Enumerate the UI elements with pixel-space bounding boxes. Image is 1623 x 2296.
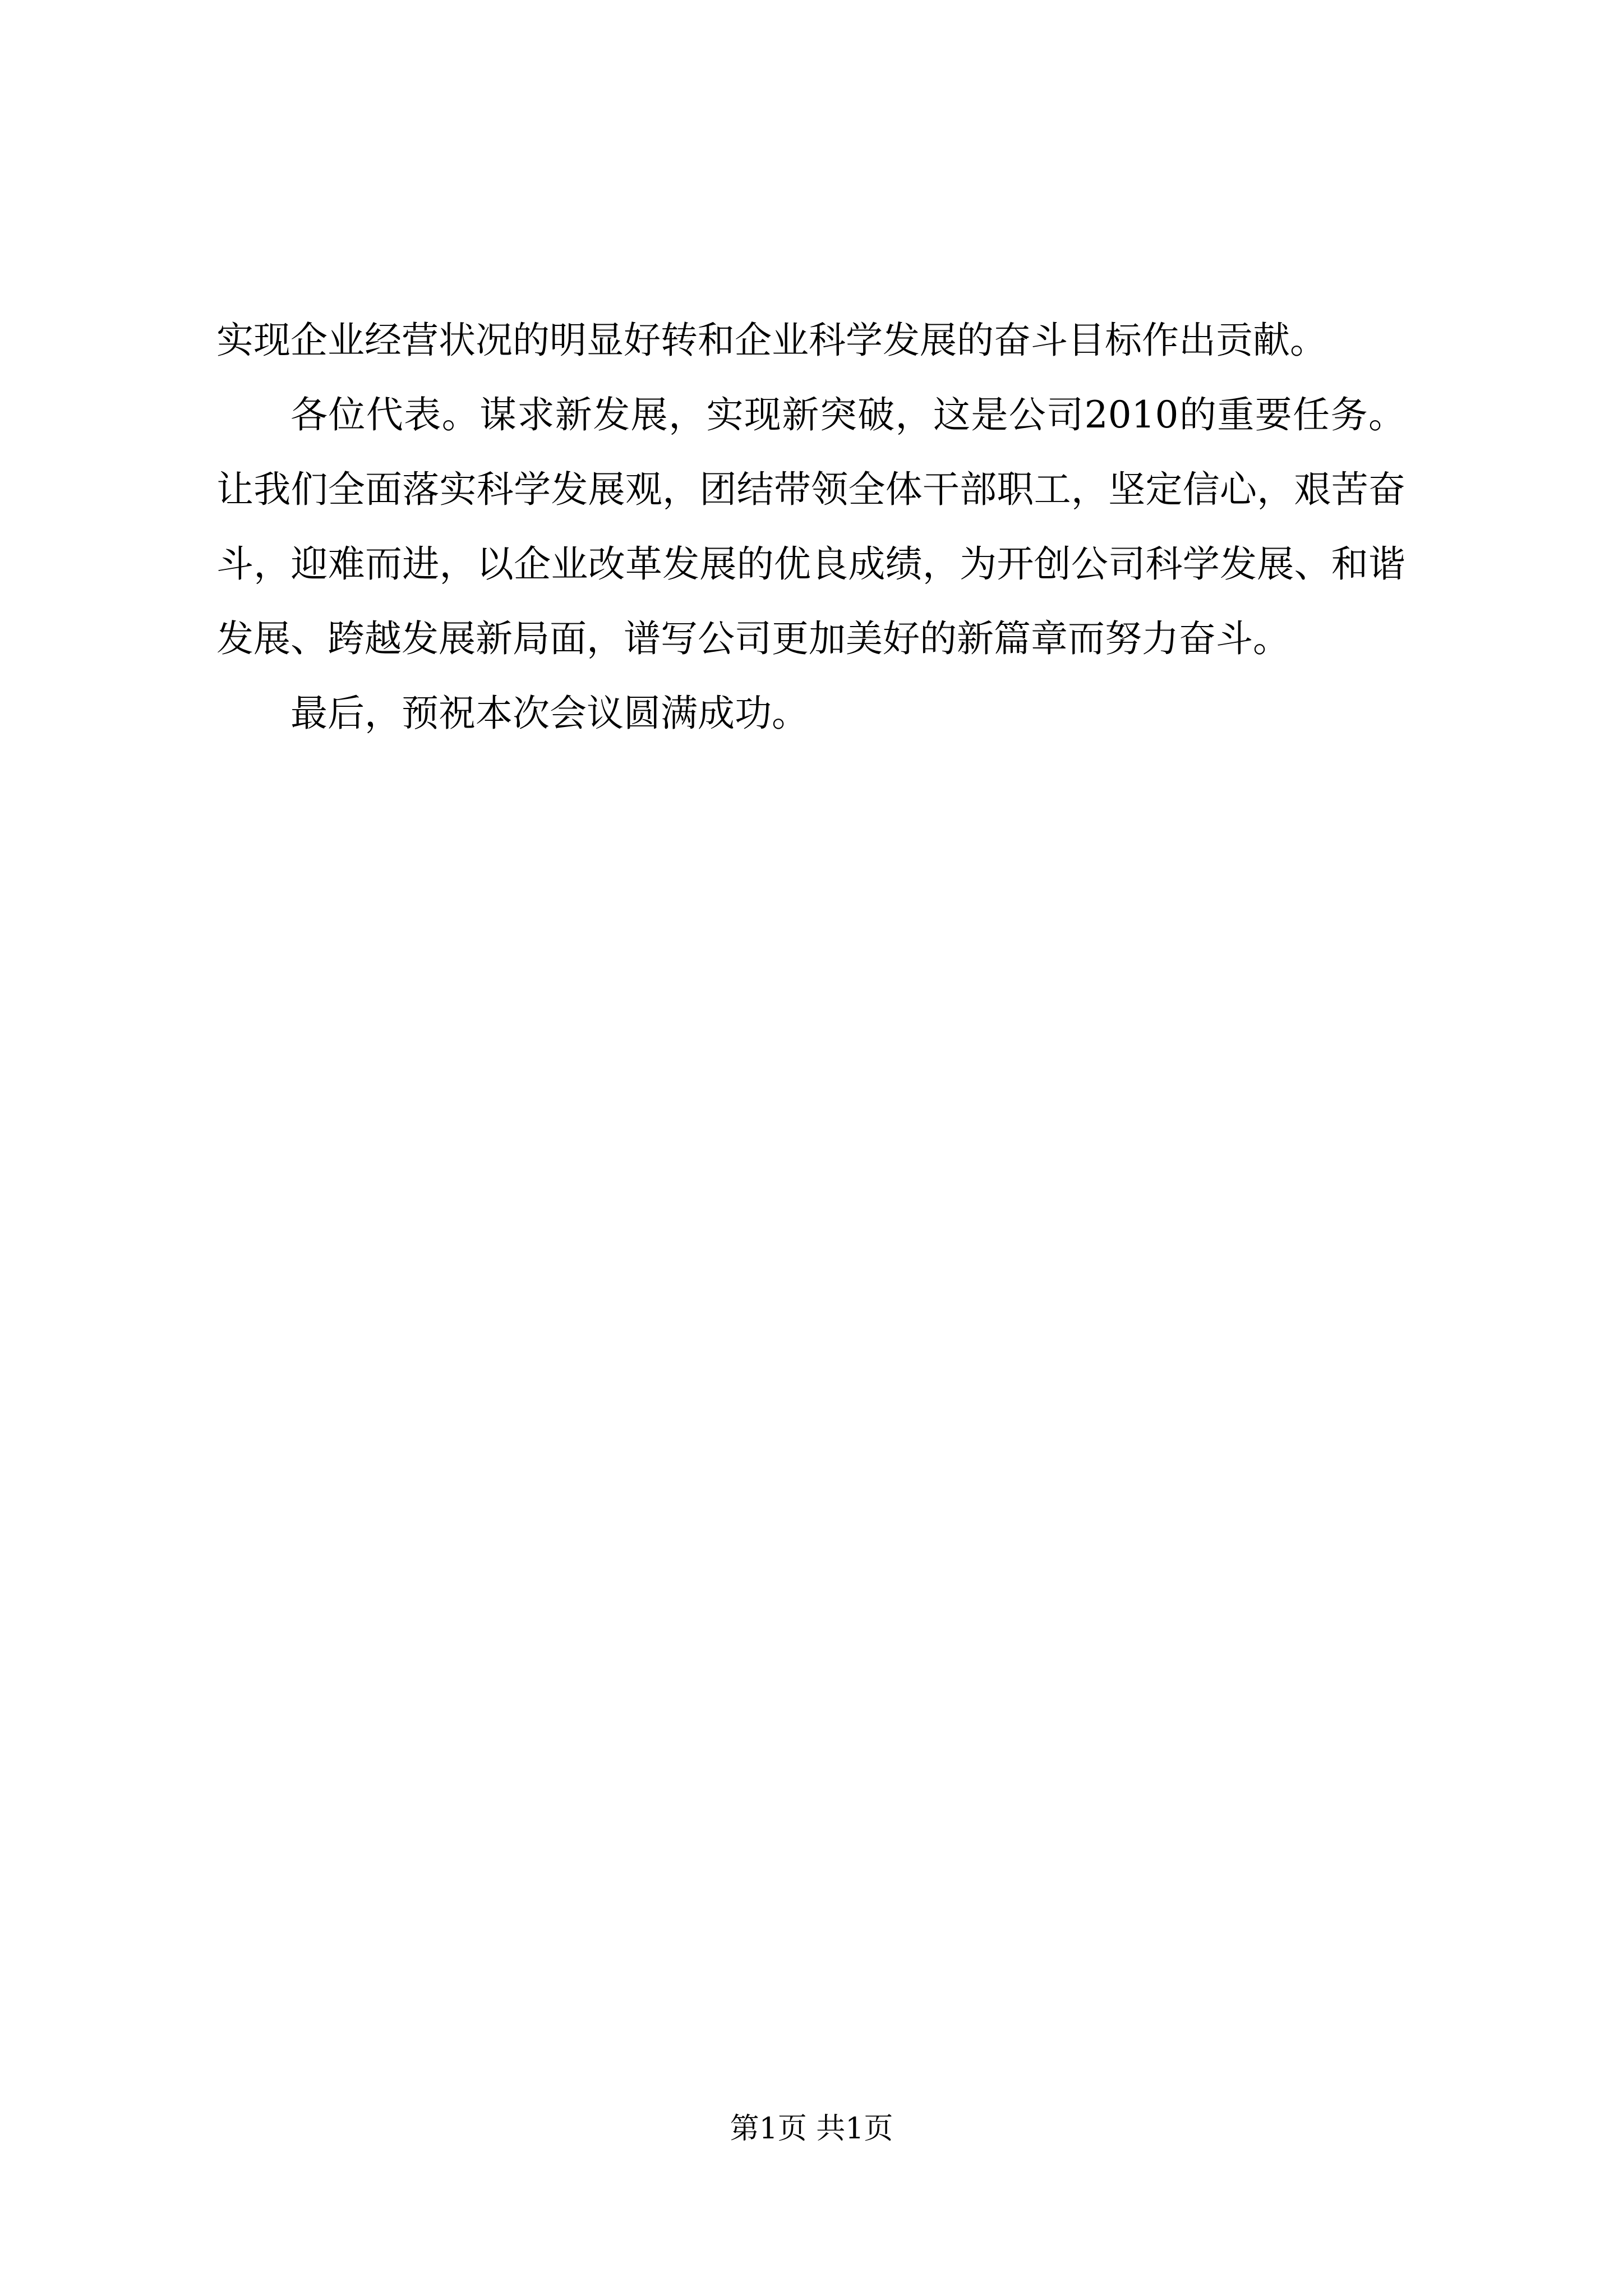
page-footer: 第1页 共1页 [730, 2112, 893, 2146]
paragraph-closing: 最后，预祝本次会议圆满成功。 [291, 692, 809, 735]
paragraph-main: 各位代表。谋求新发展，实现新突破，这是公司2010的重要任务。让我们全面落实科学发展观，团结带领全体干部职工，坚定信心，艰苦奋斗，迎难而进，以企业改革发展的优良成绩，为开创公司科学发展、和谐发展、跨越发展新局面，谱写公司更加美好的新篇章而努力奋斗。 [216, 393, 1405, 660]
paragraph-continuation: 实现企业经营状况的明显好转和企业科学发展的奋斗目标作出贡献。 [216, 319, 1327, 362]
document-body [216, 303, 1405, 751]
